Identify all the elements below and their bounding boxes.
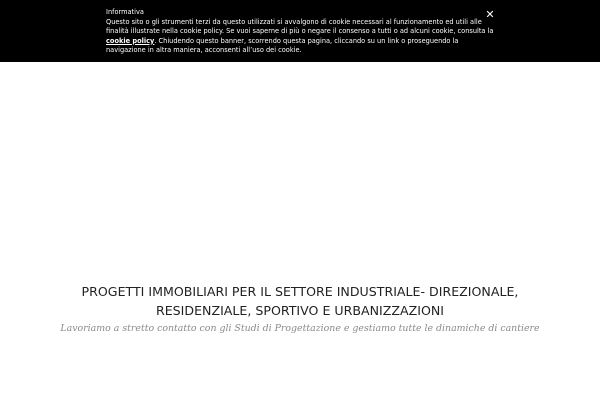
cookie-title: Informativa — [106, 8, 144, 16]
close-icon[interactable]: ✕ — [485, 8, 495, 21]
hero-section — [0, 283, 600, 335]
hero-subtitle: Lavoriamo a stretto contatto con gli Studi di Progettazione e gestiamo tutte le dinamiche di cantiere — [60, 323, 540, 334]
hero-title: PROGETTI IMMOBILIARI PER IL SETTORE INDUSTRIALE- DIREZIONALE, RESIDENZIALE, SPORTIVO E URBANIZZAZIONI — [81, 284, 519, 318]
cookie-text-before-link: Questo sito o gli strumenti terzi da questo utilizzati si avvalgono di cookie necessari al funzionamento ed utili alle finalità illustrate nella cookie policy. Se vuoi saperne di più o negare il consenso a tutti o ad alcuni cookie, consulta la — [106, 17, 494, 36]
cookie-banner — [0, 0, 600, 62]
cookie-text-after-link: . Chiudendo questo banner, scorrendo questa pagina, cliccando su un link o proseguendo la navigazione in altra maniera, acconsenti all’uso dei cookie. — [106, 36, 459, 55]
cookie-policy-link[interactable]: cookie policy — [106, 36, 155, 45]
cookie-message — [106, 8, 496, 56]
